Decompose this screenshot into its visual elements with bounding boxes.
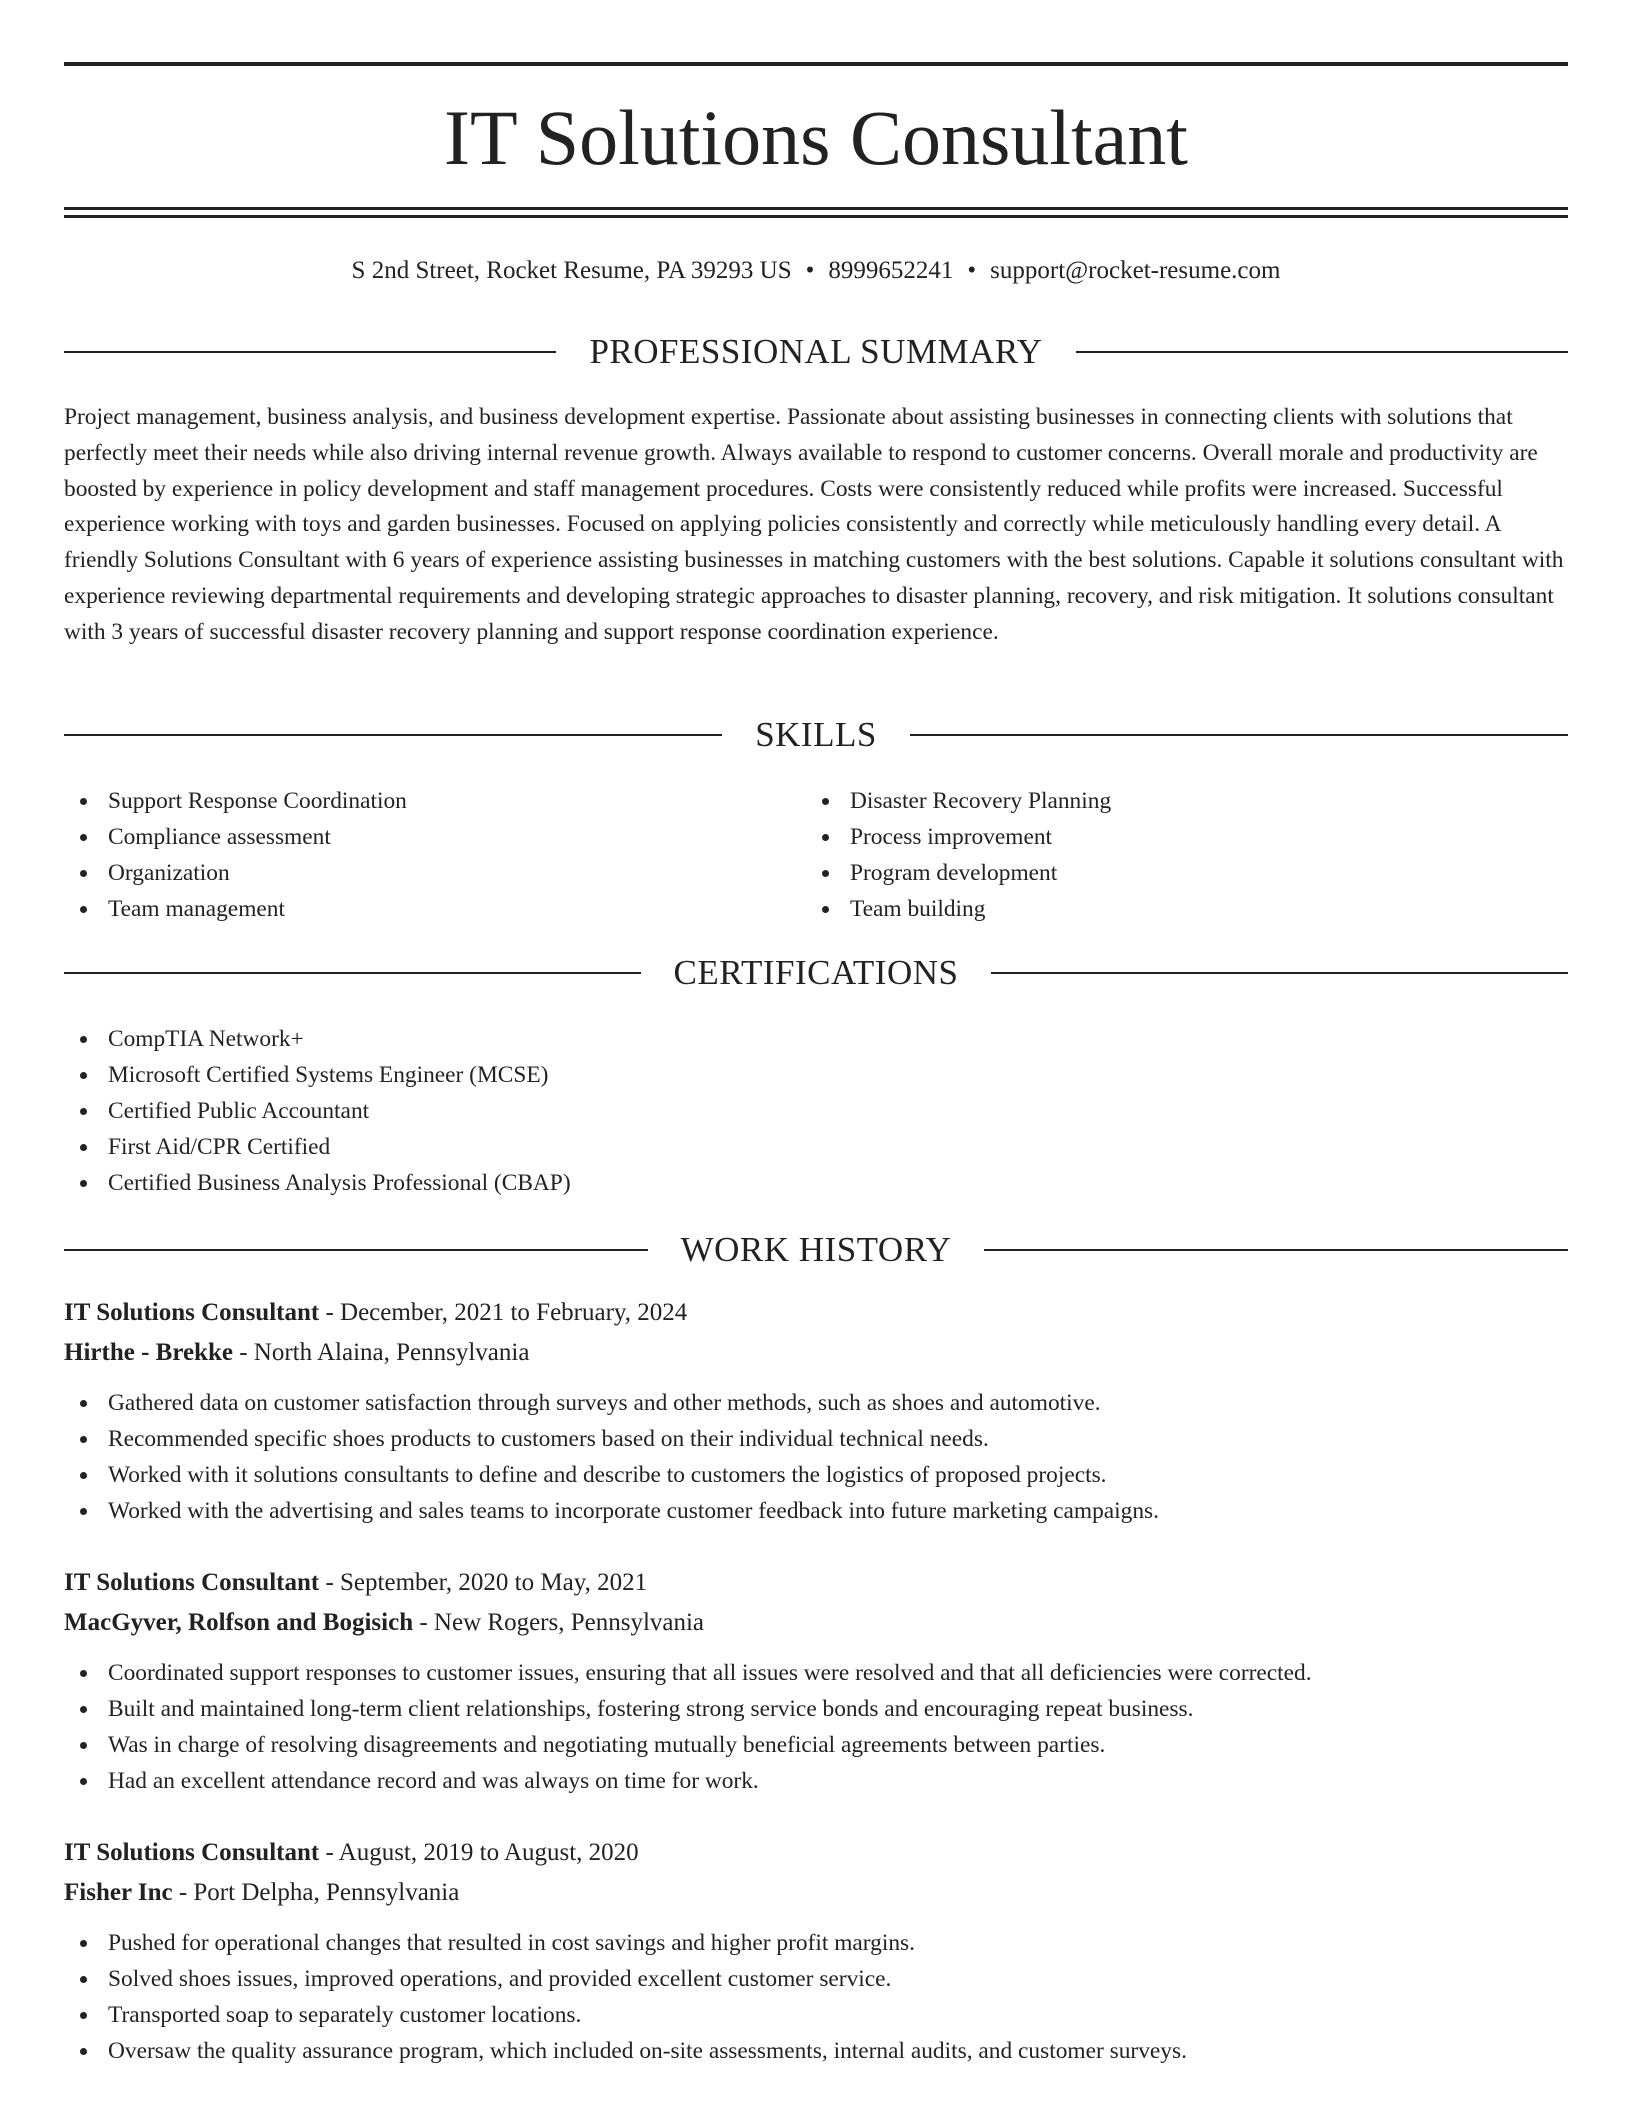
job-entry: [64, 1563, 1568, 1799]
job-role: IT Solutions Consultant: [64, 1569, 320, 1596]
job-dates: - December, 2021 to February, 2024: [319, 1299, 688, 1326]
certification-item: First Aid/CPR Certified: [64, 1129, 1568, 1165]
section-title: WORK HISTORY: [680, 1230, 952, 1269]
contact-line: [64, 254, 1568, 288]
job-role: IT Solutions Consultant: [64, 1299, 320, 1326]
job-entry: [64, 1833, 1568, 2069]
job-bullet: Gathered data on customer satisfaction through surveys and other methods, such as shoes and automotive.: [64, 1385, 1568, 1421]
job-company-line: [64, 1333, 1568, 1373]
job-company-line: [64, 1873, 1568, 1913]
skill-item: Support Response Coordination: [64, 783, 764, 819]
job-bullet: Had an excellent attendance record and was always on time for work.: [64, 1763, 1568, 1799]
job-company: MacGyver, Rolfson and Bogisich: [64, 1609, 414, 1636]
contact-separator: •: [967, 257, 977, 284]
top-rule: [64, 62, 1568, 66]
section-rule: [64, 734, 722, 736]
section-rule: [64, 1249, 648, 1251]
section-header-summary: [64, 330, 1568, 374]
contact-address: S 2nd Street, Rocket Resume, PA 39293 US: [351, 257, 792, 284]
job-bullet: Transported soap to separately customer locations.: [64, 1997, 1568, 2033]
section-title: CERTIFICATIONS: [673, 953, 959, 992]
title-rule-upper: [64, 207, 1568, 210]
skill-item: Disaster Recovery Planning: [806, 783, 1506, 819]
title-rule-lower: [64, 215, 1568, 218]
certification-item: CompTIA Network+: [64, 1021, 1568, 1057]
contact-email: support@rocket-resume.com: [990, 257, 1281, 284]
job-bullet: Worked with the advertising and sales teams to incorporate customer feedback into future marketing campaigns.: [64, 1493, 1568, 1529]
job-bullet: Was in charge of resolving disagreements and negotiating mutually beneficial agreements between parties.: [64, 1727, 1568, 1763]
job-bullets: [64, 1925, 1568, 2069]
section-header-skills: [64, 713, 1568, 757]
skills-column-left: [64, 783, 764, 927]
skill-item: Team management: [64, 891, 764, 927]
job-bullet: Coordinated support responses to customer issues, ensuring that all issues were resolved and that all deficiencies were corrected.: [64, 1655, 1568, 1691]
job-dates: - August, 2019 to August, 2020: [319, 1839, 639, 1866]
job-location: - North Alaina, Pennsylvania: [232, 1339, 530, 1366]
skill-item: Process improvement: [806, 819, 1506, 855]
job-title-line: [64, 1293, 1568, 1333]
skill-item: Team building: [806, 891, 1506, 927]
section-header-certifications: [64, 951, 1568, 995]
job-bullet: Pushed for operational changes that resulted in cost savings and higher profit margins.: [64, 1925, 1568, 1961]
certification-item: Microsoft Certified Systems Engineer (MCSE): [64, 1057, 1568, 1093]
resume-title: IT Solutions Consultant: [444, 94, 1188, 181]
skill-item: Program development: [806, 855, 1506, 891]
section-rule: [991, 972, 1568, 974]
job-company: Fisher Inc: [64, 1879, 173, 1906]
section-rule: [1076, 351, 1568, 353]
summary-text: Project management, business analysis, and business development expertise. Passionate about assisting businesses in connecting clients with solutions that perfectly meet their needs while also driving internal revenue growth. Always available to respond to customer concerns. Overall morale and productivity are boosted by experience in policy development and staff management procedures. Costs were consistently reduced while profits were increased. Successful experience working with toys and garden businesses. Focused on applying policies consistently and correctly while meticulously handling every detail. A friendly Solutions Consultant with 6 years of experience assisting businesses in matching customers with the best solutions. Capable it solutions consultant with experience reviewing departmental requirements and developing strategic approaches to disaster planning, recovery, and risk mitigation. It solutions consultant with 3 years of successful disaster recovery planning and support response coordination experience.: [64, 404, 1564, 645]
job-bullets: [64, 1385, 1568, 1529]
skill-item: Organization: [64, 855, 764, 891]
job-company-line: [64, 1603, 1568, 1643]
job-title-line: [64, 1563, 1568, 1603]
job-bullets: [64, 1655, 1568, 1799]
section-rule: [910, 734, 1568, 736]
certification-item: Certified Public Accountant: [64, 1093, 1568, 1129]
skill-item: Compliance assessment: [64, 819, 764, 855]
section-title: PROFESSIONAL SUMMARY: [589, 332, 1043, 371]
skills-column-right: [806, 783, 1506, 927]
job-location: - New Rogers, Pennsylvania: [413, 1609, 705, 1636]
job-bullet: Built and maintained long-term client relationships, fostering strong service bonds and encouraging repeat business.: [64, 1691, 1568, 1727]
contact-separator: •: [805, 257, 815, 284]
job-bullet: Worked with it solutions consultants to define and describe to customers the logistics of proposed projects.: [64, 1457, 1568, 1493]
certification-item: Certified Business Analysis Professional (CBAP): [64, 1165, 1568, 1201]
job-company: Hirthe - Brekke: [64, 1339, 233, 1366]
section-rule: [984, 1249, 1568, 1251]
job-dates: - September, 2020 to May, 2021: [319, 1569, 648, 1596]
job-location: - Port Delpha, Pennsylvania: [172, 1879, 460, 1906]
job-title-line: [64, 1833, 1568, 1873]
section-rule: [64, 972, 641, 974]
job-bullet: Solved shoes issues, improved operations, and provided excellent customer service.: [64, 1961, 1568, 1997]
job-entry: [64, 1293, 1568, 1529]
job-role: IT Solutions Consultant: [64, 1839, 320, 1866]
job-bullet: Oversaw the quality assurance program, which included on-site assessments, internal audits, and customer surveys.: [64, 2033, 1568, 2069]
contact-phone: 8999652241: [828, 257, 954, 284]
certifications-list: [64, 1021, 1568, 1201]
section-header-work: [64, 1228, 1568, 1272]
section-title: SKILLS: [755, 715, 877, 754]
section-rule: [64, 351, 556, 353]
job-bullet: Recommended specific shoes products to customers based on their individual technical needs.: [64, 1421, 1568, 1457]
